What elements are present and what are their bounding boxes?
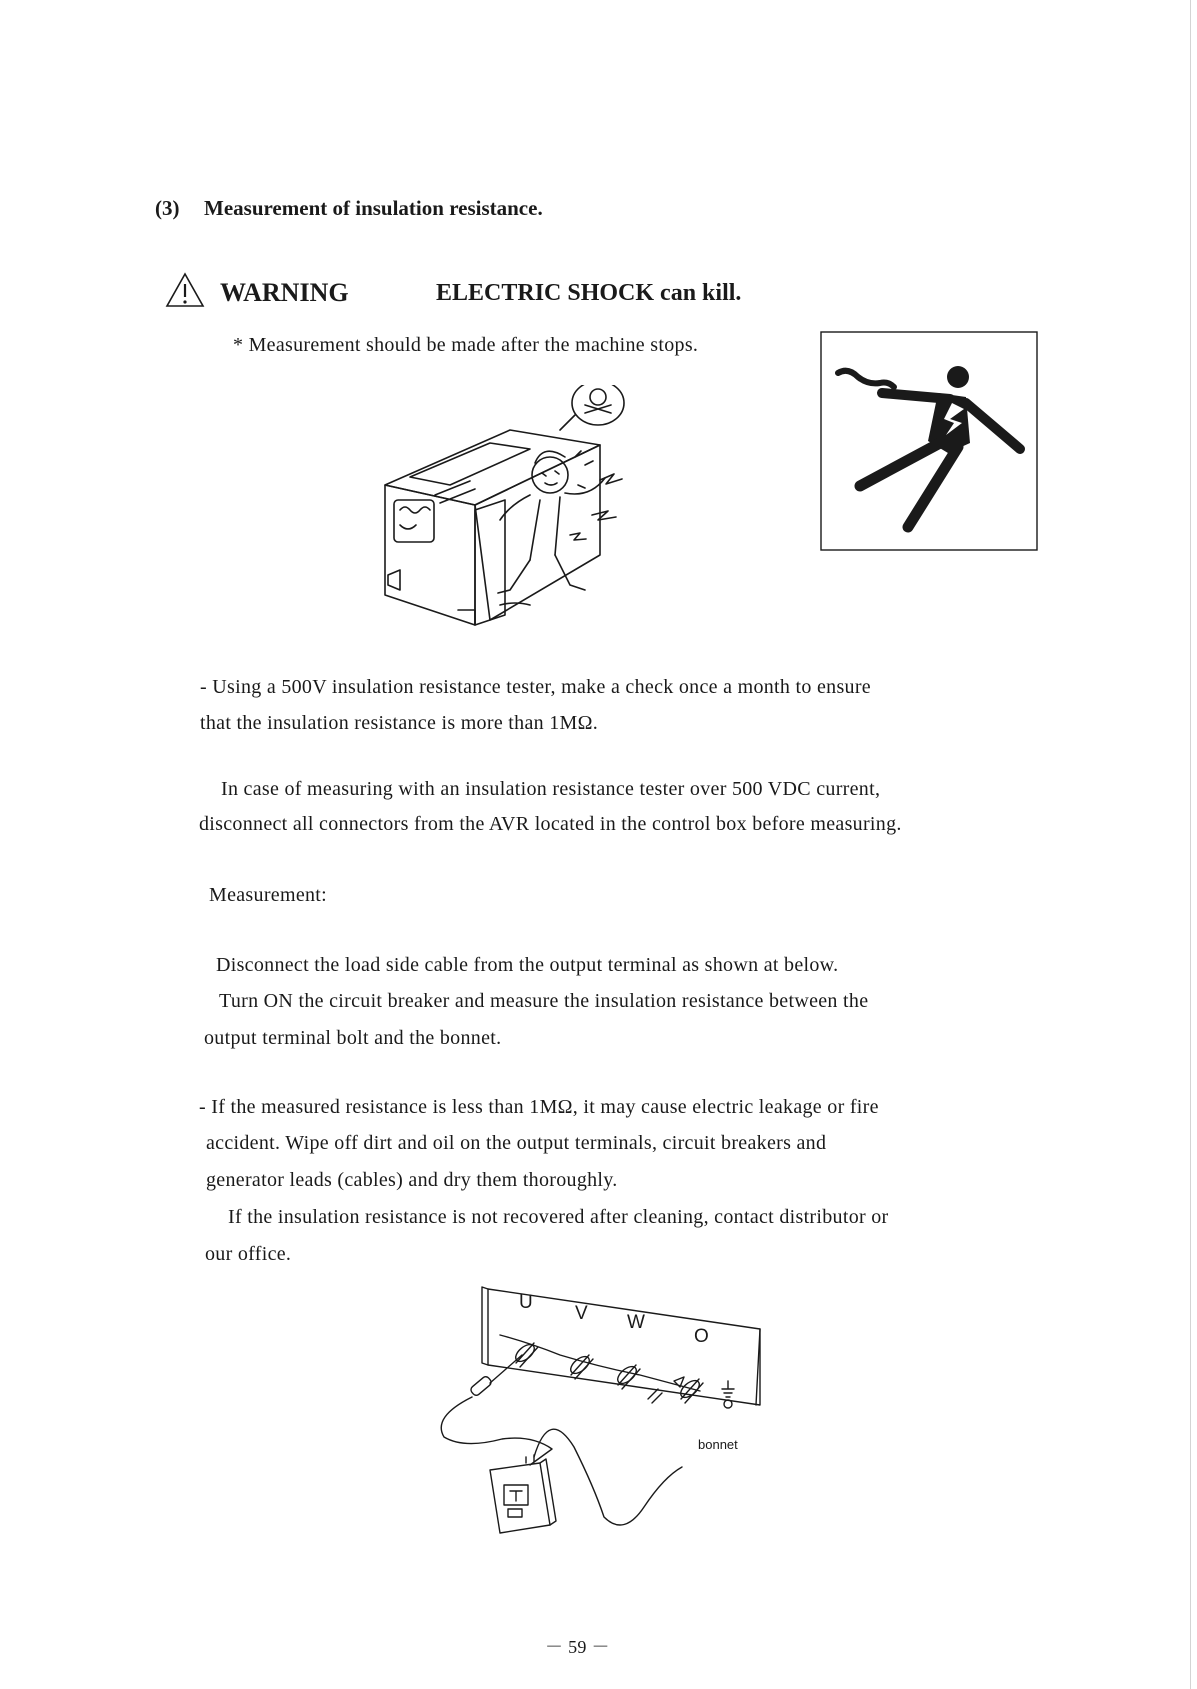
warning-label: WARNING (220, 278, 349, 307)
paragraph-4-line-5: our office. (205, 1243, 292, 1265)
paragraph-3-line-2: Turn ON the circuit breaker and measure the insulation resistance between the (219, 990, 869, 1012)
paragraph-4-line-2: accident. Wipe off dirt and oil on the output terminals, circuit breakers and (206, 1132, 827, 1154)
paragraph-2-line-1: In case of measuring with an insulation resistance tester over 500 VDC current, (221, 778, 881, 800)
paragraph-3-line-1: Disconnect the load side cable from the output terminal as shown at below. (216, 954, 839, 976)
bonnet-label: bonnet (698, 1437, 738, 1452)
terminal-label-u: U (519, 1292, 533, 1313)
paragraph-4-line-3: generator leads (cables) and dry them thoroughly. (206, 1169, 618, 1191)
electric-shock-icon (820, 331, 1038, 551)
paragraph-2-line-2: disconnect all connectors from the AVR located in the control box before measuring. (199, 813, 902, 835)
warning-triangle-icon (165, 272, 205, 313)
section-number: (3) (155, 196, 180, 220)
paragraph-1-line-1: - Using a 500V insulation resistance tester, make a check once a month to ensure (200, 676, 871, 698)
measurement-label: Measurement: (209, 884, 328, 906)
page-number: － 59 － (545, 1637, 610, 1657)
paragraph-1-line-2: that the insulation resistance is more than 1MΩ. (200, 712, 599, 734)
paragraph-4-line-4: If the insulation resistance is not recovered after cleaning, contact distributor or (228, 1206, 889, 1228)
page-edge-line (1190, 0, 1191, 1689)
terminal-label-v: V (575, 1303, 588, 1324)
terminal-label-o: O (694, 1326, 709, 1347)
insulation-test-diagram (430, 1285, 770, 1555)
section-title: Measurement of insulation resistance. (204, 196, 543, 220)
paragraph-3-line-3: output terminal bolt and the bonnet. (204, 1027, 502, 1049)
terminal-label-w: W (627, 1312, 645, 1333)
paragraph-4-line-1: - If the measured resistance is less than 1MΩ, it may cause electric leakage or fire (199, 1096, 879, 1118)
warning-note: * Measurement should be made after the machine stops. (233, 334, 699, 356)
warning-message: ELECTRIC SHOCK can kill. (436, 280, 742, 306)
shock-cartoon-illustration (380, 385, 680, 635)
